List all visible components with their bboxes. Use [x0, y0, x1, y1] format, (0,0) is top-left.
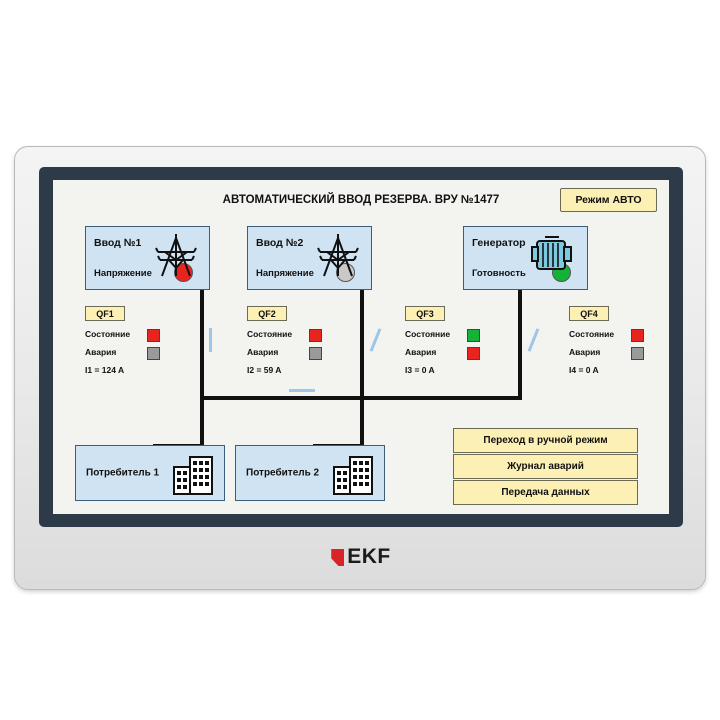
ekf-flag-icon — [331, 549, 344, 566]
source-param-label: Напряжение — [94, 268, 152, 279]
breaker-state-label: Состояние — [247, 329, 293, 339]
breaker-tag-qf4[interactable]: QF4 — [569, 306, 609, 321]
breaker-current-value: I3 = 0 A — [405, 365, 435, 375]
generator-icon — [529, 233, 575, 277]
breaker-state-row — [405, 328, 517, 343]
bus-line-input1 — [200, 290, 204, 398]
brand-text: EKF — [347, 545, 391, 568]
breaker-fault-label: Авария — [247, 347, 279, 357]
breaker-fault-row — [405, 346, 517, 361]
source-param-label: Напряжение — [256, 268, 314, 279]
breaker-block-qf2 — [247, 328, 359, 375]
source-param-label: Готовность — [472, 268, 526, 279]
source-name: Генератор — [472, 237, 526, 249]
breaker-fault-row — [247, 346, 359, 361]
drop-consumer2 — [360, 398, 364, 448]
breaker-state-indicator — [631, 329, 644, 342]
building-icon — [332, 453, 374, 495]
breaker-symbol-qf1[interactable] — [209, 328, 212, 352]
display-bezel — [39, 167, 683, 527]
breaker-fault-indicator — [147, 347, 160, 360]
breaker-block-qf4 — [569, 328, 669, 375]
breaker-fault-label: Авария — [569, 347, 601, 357]
power-pylon-icon — [152, 232, 200, 278]
breaker-fault-indicator — [309, 347, 322, 360]
breaker-block-qf1 — [85, 328, 197, 375]
breaker-fault-row — [85, 346, 197, 361]
breaker-symbol-qf2[interactable] — [370, 328, 382, 351]
breaker-current-value: I2 = 59 A — [247, 365, 282, 375]
breaker-state-label: Состояние — [569, 329, 615, 339]
breaker-fault-label: Авария — [85, 347, 117, 357]
breaker-tag-qf3[interactable]: QF3 — [405, 306, 445, 321]
breaker-tag-qf1[interactable]: QF1 — [85, 306, 125, 321]
hmi-screen — [53, 180, 669, 514]
source-card-input1[interactable] — [85, 226, 210, 290]
source-name: Ввод №1 — [94, 237, 142, 249]
breaker-state-label: Состояние — [85, 329, 131, 339]
breaker-fault-row — [569, 346, 669, 361]
breaker-state-row — [247, 328, 359, 343]
breaker-fault-label: Авария — [405, 347, 437, 357]
consumer-card-2[interactable] — [235, 445, 385, 501]
source-name: Ввод №2 — [256, 237, 304, 249]
breaker-symbol-tie[interactable] — [289, 389, 315, 392]
data-transfer-button[interactable]: Передача данных — [453, 480, 638, 505]
mode-auto-button[interactable]: Режим АВТО — [560, 188, 657, 212]
breaker-state-row — [85, 328, 197, 343]
breaker-state-row — [569, 328, 669, 343]
breaker-state-label: Состояние — [405, 329, 451, 339]
breaker-tag-qf2[interactable]: QF2 — [247, 306, 287, 321]
breaker-block-qf3 — [405, 328, 517, 375]
building-icon — [172, 453, 214, 495]
breaker-state-indicator — [309, 329, 322, 342]
breaker-current-value: I1 = 124 A — [85, 365, 125, 375]
source-card-input2[interactable] — [247, 226, 372, 290]
power-pylon-icon — [314, 232, 362, 278]
hmi-panel-device — [14, 146, 706, 590]
consumer-card-1[interactable] — [75, 445, 225, 501]
breaker-state-indicator — [147, 329, 160, 342]
page-title: АВТОМАТИЧЕСКИЙ ВВОД РЕЗЕРВА. ВРУ №1477 — [222, 194, 500, 206]
breaker-symbol-qf3[interactable] — [528, 328, 540, 351]
breaker-state-indicator — [467, 329, 480, 342]
fault-log-button[interactable]: Журнал аварий — [453, 454, 638, 479]
bus-line-generator — [518, 290, 522, 398]
breaker-current-value: I4 = 0 A — [569, 365, 599, 375]
breaker-fault-indicator — [467, 347, 480, 360]
source-card-generator[interactable] — [463, 226, 588, 290]
bus-line-input2 — [360, 290, 364, 398]
manual-mode-button[interactable]: Переход в ручной режим — [453, 428, 638, 453]
breaker-fault-indicator — [631, 347, 644, 360]
consumer-label: Потребитель 2 — [246, 467, 320, 479]
drop-consumer1 — [200, 398, 204, 448]
consumer-label: Потребитель 1 — [86, 467, 160, 479]
brand-logo — [15, 545, 707, 569]
